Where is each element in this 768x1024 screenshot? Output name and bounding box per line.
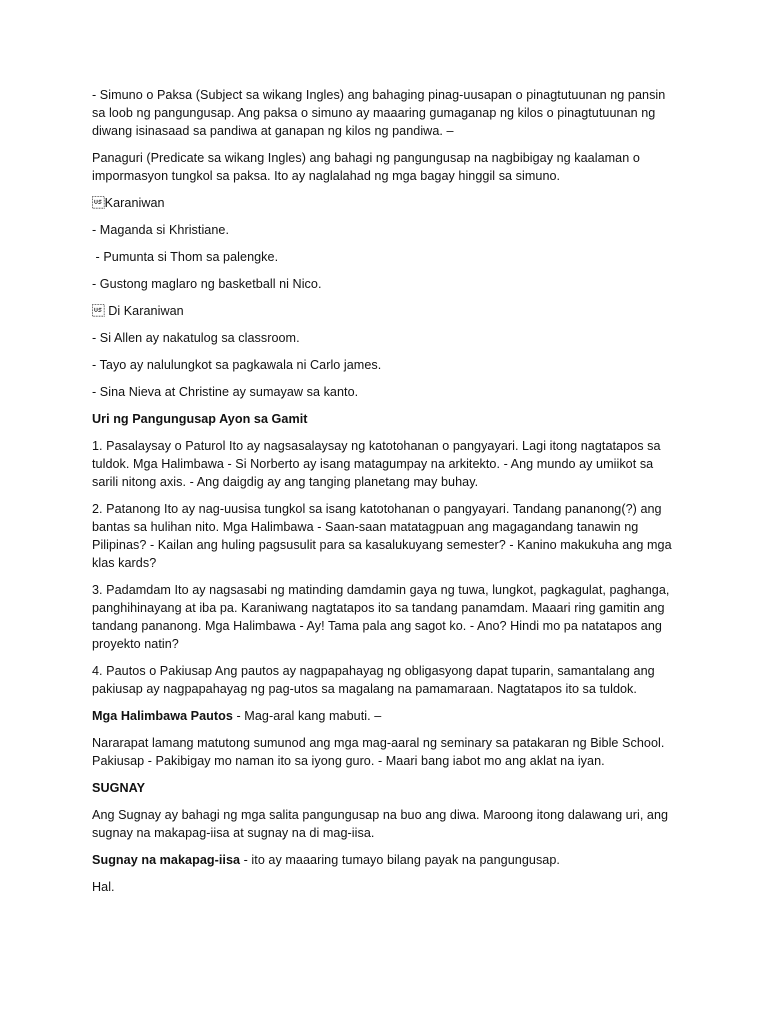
list-item-patanong: 2. Patanong Ito ay nag-uusisa tungkol sa isang katotohanan o pangyayari. Tandang pananong(?) ang bantas sa hulihan nito. Mga Halimbawa - Saan-saan matatagpuan ang magagandang tanawin ng Pilipinas? - Kailan ang huling pagsusulit para sa kasalukuyang semester? - Kanino makukuha ang mga klas kards? [92, 502, 672, 570]
example-line: - Sina Nieva at Christine ay sumayaw sa kanto. [92, 385, 359, 399]
sugnay-rest: - ito ay maaaring tumayo bilang payak na pangungusap. [240, 853, 560, 867]
paragraph-panaguri: Panaguri (Predicate sa wikang Ingles) ang bahagi ng pangungusap na nagbibigay ng kaalaman o impormasyon tungkol sa paksa. Ito ay naglalahad ng mga bagay hinggil sa simuno. [92, 151, 640, 183]
label-karaniwan: Karaniwan [92, 196, 165, 210]
paragraph-hal: Hal. [92, 880, 115, 894]
heading-uri-ng-pangungusap: Uri ng Pangungusap Ayon sa Gamit [92, 412, 308, 426]
paragraph-pakiusap: Nararapat lamang matutong sumunod ang mga mag-aaral ng seminary sa patakaran ng Bible School. Pakiusap - Pakibigay mo naman ito sa iyong guro. - Maari bang iabot mo ang aklat na iyan. [92, 736, 665, 768]
paragraph-simuno: - Simuno o Paksa (Subject sa wikang Ingles) ang bahaging pinag-uusapan o pinagtutuunan ng pansin sa loob ng pangungusap. Ang paksa o simuno ay maaaring gumaganap ng kilos o pinagtutuunan ng diwang isinasaad sa pandiwa at ganapan ng kilos ng pandiwa. – [92, 88, 666, 138]
sugnay-lead: Sugnay na makapag-iisa [92, 853, 241, 867]
label-di-karaniwan: Di Karaniwan [92, 304, 184, 318]
halimbawa-lead: Mga Halimbawa Pautos [92, 709, 233, 723]
halimbawa-rest: - Mag-aral kang mabuti. – [232, 709, 382, 723]
example-line: - Tayo ay nalulungkot sa pagkawala ni Carlo james. [92, 358, 382, 372]
list-item-pasalaysay: 1. Pasalaysay o Paturol Ito ay nagsasalaysay ng katotohanan o pangyayari. Lagi itong nagtatapos sa tuldok. Mga Halimbawa - Si Norberto ay isang matagumpay na arkitekto. - Ang mundo ay umiikot sa sarili nitong axis. - Ang daigdig ay ang tanging planetang may buhay. [92, 439, 661, 489]
example-line: - Pumunta si Thom sa palengke. [92, 250, 279, 264]
heading-sugnay: SUGNAY [92, 781, 146, 795]
example-line: - Maganda si Khristiane. [92, 223, 230, 237]
example-line: - Si Allen ay nakatulog sa classroom. [92, 331, 300, 345]
example-line: - Gustong maglaro ng basketball ni Nico. [92, 277, 322, 291]
document-body [92, 86, 682, 905]
paragraph-halimbawa-pautos [92, 707, 682, 725]
list-item-pautos: 4. Pautos o Pakiusap Ang pautos ay nagpapahayag ng obligasyong dapat tuparin, samantalang ang pakiusap ay nagpapahayag ng pag-utos sa magalang na pamamaraan. Nagtatapos ito sa tuldok. [92, 664, 655, 696]
paragraph-sugnay: Ang Sugnay ay bahagi ng mga salita pangungusap na buo ang diwa. Maroong itong dalawang uri, ang sugnay na makapag-iisa at sugnay na di mag-iisa. [92, 808, 669, 840]
paragraph-sugnay-makapag-iisa [92, 851, 682, 869]
list-item-padamdam: 3. Padamdam Ito ay nagsasabi ng matinding damdamin gaya ng tuwa, lungkot, pagkagulat, paghanga, panghihinayang at iba pa. Karaniwang nagtatapos ito sa tandang panamdam. Maaari ring gamitin ang tandang pananong. Mga Halimbawa - Ay! Tama pala ang sagot ko. - Ano? Hindi mo pa natatapos ang proyekto natin? [92, 583, 670, 651]
